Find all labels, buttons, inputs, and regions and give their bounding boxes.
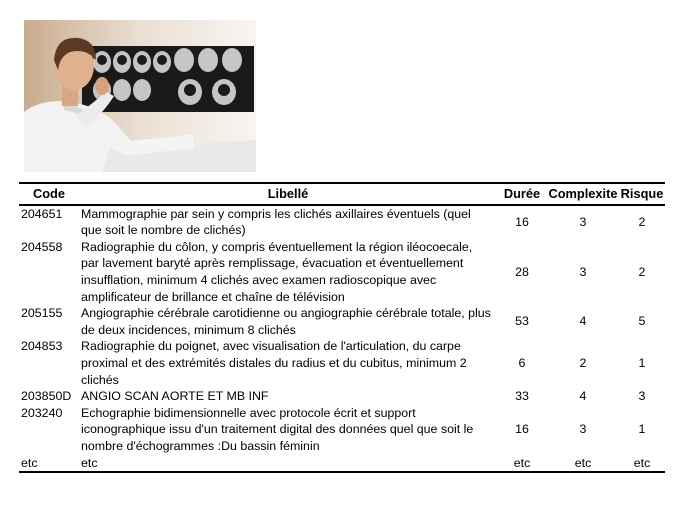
row-libelle: Mammographie par sein y compris les clichés axillaires éventuels (quel que soit le nombre de clichés) xyxy=(81,206,471,238)
header-complexite: Complexite xyxy=(547,183,619,205)
table-row xyxy=(19,205,665,239)
row-complexite: etc xyxy=(547,455,619,473)
row-libelle: Radiographie du côlon, y compris éventuellement la région iléocoecale, par lavement baryté après remplissage, évacuation et éventuellement insufflation, minimum 4 clichés avec examen radioscopique avec amplificateur de brillance et chaîne de télévision xyxy=(81,239,473,304)
row-duree: 53 xyxy=(515,314,529,329)
row-complexite: 2 xyxy=(579,355,587,370)
row-code: 204853 xyxy=(21,339,63,354)
row-complexite: 4 xyxy=(579,314,587,329)
row-complexite: 3 xyxy=(579,422,587,437)
row-duree: 28 xyxy=(515,264,529,279)
row-code: etc xyxy=(19,455,79,473)
row-code: 203240 xyxy=(21,405,63,420)
table-row xyxy=(19,305,665,338)
radiologist-photo xyxy=(24,20,256,172)
acts-table xyxy=(19,182,665,473)
radiologist-photo-icon xyxy=(24,20,256,172)
row-libelle: ANGIO SCAN AORTE ET MB INF xyxy=(81,389,269,404)
header-duree: Durée xyxy=(497,183,547,205)
row-libelle: Radiographie du poignet, avec visualisation de l'articulation, du carpe proximal et des extrémités distales du radius et du cubitus, minimum 2 clichés xyxy=(81,339,467,387)
header-code: Code xyxy=(19,183,79,205)
row-libelle: Angiographie cérébrale carotidienne ou angiographie cérébrale totale, plus de deux incidences, minimum 8 clichés xyxy=(81,306,491,337)
row-risque: 3 xyxy=(638,389,646,404)
row-libelle: Echographie bidimensionnelle avec protocole écrit et support iconographique issu d'un traitement digital des données quel que soit le nombre d'échogrammes :Du bassin féminin xyxy=(81,405,474,453)
row-duree: 6 xyxy=(518,355,526,370)
row-risque: 2 xyxy=(638,214,646,229)
row-complexite: 3 xyxy=(579,264,587,279)
row-code: 203850D xyxy=(21,389,72,404)
acts-table-container xyxy=(19,182,665,473)
row-risque: 1 xyxy=(638,355,646,370)
row-libelle: etc xyxy=(79,455,497,473)
row-complexite: 4 xyxy=(579,389,587,404)
row-risque: 5 xyxy=(638,314,646,329)
row-risque: 2 xyxy=(638,264,646,279)
table-row xyxy=(19,338,665,388)
row-risque: 1 xyxy=(638,422,646,437)
row-risque: etc xyxy=(619,455,665,473)
table-header-row xyxy=(19,183,665,205)
table-row xyxy=(19,388,665,405)
row-duree: 16 xyxy=(515,214,529,229)
header-libelle: Libellé xyxy=(79,183,497,205)
table-row xyxy=(19,455,665,473)
row-duree: etc xyxy=(497,455,547,473)
row-code: 204651 xyxy=(21,206,63,221)
row-complexite: 3 xyxy=(579,214,587,229)
row-code: 204558 xyxy=(21,239,63,254)
row-duree: 16 xyxy=(515,422,529,437)
row-code: 205155 xyxy=(21,306,63,321)
row-duree: 33 xyxy=(515,389,529,404)
table-row xyxy=(19,239,665,305)
header-risque: Risque xyxy=(619,183,665,205)
table-row xyxy=(19,405,665,455)
